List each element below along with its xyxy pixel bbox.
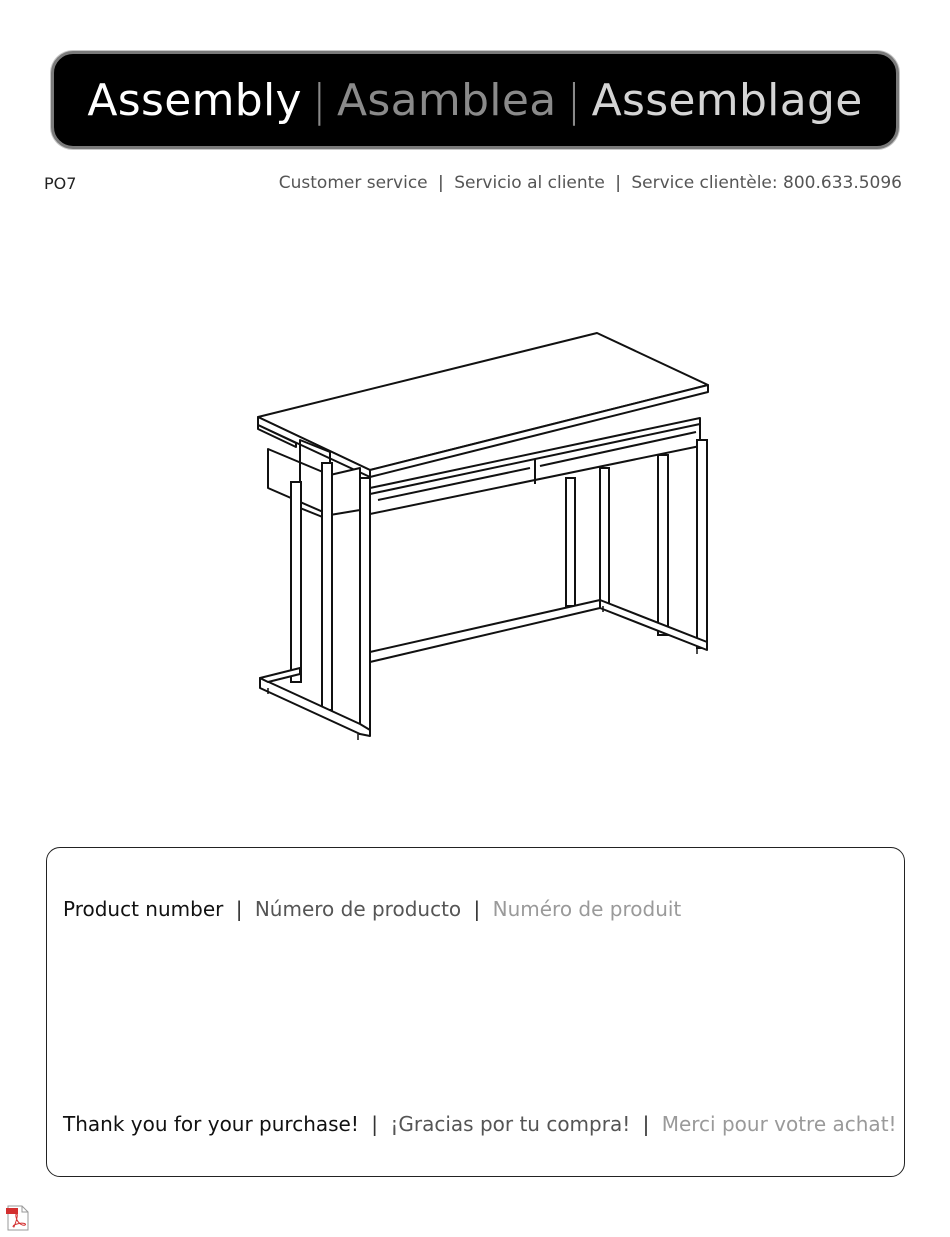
title-separator: | [311,74,328,126]
customer-service-fr: Service clientèle: [631,173,778,193]
desk-illustration [240,320,720,750]
customer-service-en: Customer service [278,173,428,193]
thanks-es: ¡Gracias por tu compra! [390,1112,631,1136]
line-separator: | [473,897,481,921]
title-separator: | [566,74,582,126]
thanks-fr: Merci pour votre achat! [661,1112,897,1136]
title-english: Assembly [87,74,302,126]
title-spanish: Asamblea [337,74,557,126]
pdf-icon[interactable] [6,1205,30,1231]
title-french: Assemblage [591,74,863,126]
meta-separator: | [438,173,444,193]
thank-you-line [63,1112,897,1136]
product-number-line [63,897,681,921]
phone-number: 800.633.5096 [783,173,902,193]
document-code: PO7 [44,174,77,193]
title-banner [51,51,899,149]
product-info-box [46,847,905,1177]
customer-service-es: Servicio al cliente [454,173,605,193]
thanks-en: Thank you for your purchase! [63,1112,359,1136]
product-number-fr: Numéro de produit [492,897,682,921]
line-separator: | [235,897,243,921]
line-separator: | [371,1112,378,1136]
customer-service-line [279,173,902,193]
line-separator: | [642,1112,650,1136]
product-number-en: Product number [63,897,224,921]
product-number-es: Número de producto [254,897,462,921]
meta-separator: | [615,173,621,193]
